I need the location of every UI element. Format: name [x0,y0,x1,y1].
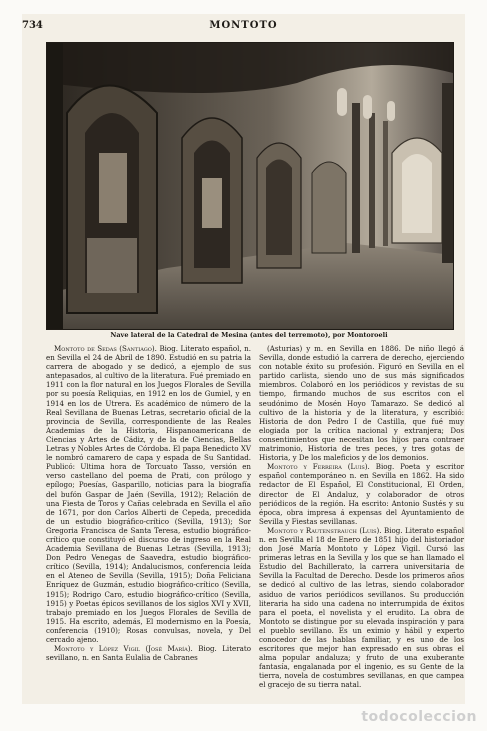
entry-montoto-de-sedas [46,344,251,644]
entry-body: Biog. Poeta y escritor español contemporáneo n. en Sevilla en 1862. Ha sido redactor de El Español, El Constitucional, El Orden, director de El Andaluz, y colaborador de otros periódicos de la región. Ha escrito: Antonio Sustés y su época, obra impresa á expensas del Ayuntamiento de Sevilla y Fiestas sevillanas. [259,462,465,526]
figure-caption: Nave lateral de la Catedral de Mesina (antes del terremoto), por Montoroeli [110,331,388,339]
entry-montoto-rautenstrauch [259,526,464,690]
entry-montoto-ferreira [259,462,464,526]
cathedral-nave-photo [46,42,454,330]
entry-heading: Montoto y López Vigil (José María). [54,644,193,654]
entry-montoto-lopez-vigil [46,644,251,662]
running-head: MONTOTO [209,20,278,31]
entry-heading: Montoto y Ferreira (Luis). [267,462,370,472]
entry-body: Biog. Literato sevillano, n. en Santa Eulalia de Cabranes [46,644,251,663]
watermark: todocoleccion [361,709,477,725]
entry-continuation: (Asturias) y m. en Sevilla en 1886. De niño llegó á Sevilla, donde estudió la carrera de derecho, ejerciendo con notable éxito su profesión. Figuró en Sevilla en el partido carlista, siendo uno de sus más significados miembros. Colaboró en los periódicos y revistas de su tiempo, firmando muchos de sus escritos con el seudónimo de Mosén Hoyo Tamarazo. Se dedicó al cultivo de la historia y de la literatura, y escribió: Historia de don Pedro I de Castilla, que fué muy elogiada por la crítica nacional y extranjera; Dos consentimientos que necesitan los hijos para contraer matrimonio, Historia de tres peces, y tres gotas de Historia, y De los maleficios y de los demonios. [259,344,464,463]
entry-body: Biog. Literato español, n. en Sevilla el 24 de Abril de 1890. Estudió en su patria la carrera de abogado y se dedicó, a ejemplo de sus antepasados, al cultivo de la literatura. Fué premiado en 1911 con la flor natural en los Juegos Florales de Sevilla por su poesía Reliquias, en 1912 en los de Gumiel, y en 1914 en los de Utrera. Es académico de número de la Real Sevillana de Buenas Letras, secretario oficial de la provincia de Sevilla, correspondiente de las Reales Academias de la Historia, Hispanoamericana de Ciencias y Artes de Cádiz, y de la de Ciencias, Bellas Letras y Nobles Artes de Córdoba. El papa Benedicto XV le nombró camarero de capa y espada de Su Santidad. Publicó: Ultima hora de Torcuato Tasso, versión en verso castellano del poema de Prati, con prólogo y epílogo; Poesías, Gasparillo, noticias para la biografía del bufón Gaspar de Jaén (Sevilla, 1912); Relación de una Fiesta de Toros y Cañas celebrada en Sevilla el año de 1671, por don Carlos Alberti de Cepeda, precedida de un estudio biográfico-crítico (Sevilla, 1913); Sor Gregoria Francisca de Santa Teresa, estudio biográfico-crítico que constituyó el discurso de ingreso en la Real Academia Sevillana de Buenas Letras (Sevilla, 1913); Don Pedro Venegas de Saavedra, estudio biográfico-crítico (Sevilla, 1914); Andalucismos, conferencia leída en el Ateneo de Sevilla (Sevilla, 1915); Doña Feliciana Enríquez de Guzmán, estudio biográfico-crítico (Sevilla, 1915); Rodrigo Caro, estudio biográfico-crítico (Sevilla, 1915) y Poetas épicos sevillanos de los siglos XVI y XVII, trabajo premiado en los Juegos Florales de Sevilla de 1915. Ha escrito, además, El modernismo en la Poesía, conferencia (1910); Rosas convulsas, novela, y Del cercado ajeno. [46,344,252,644]
text-column-right [259,344,464,690]
page-header [22,18,465,34]
book-page [22,14,465,704]
entry-heading: Montoto de Sedas (Santiago). [54,344,157,353]
text-column-left [46,344,251,662]
page-number: 734 [22,20,43,31]
entry-heading: Montoto y Rautenstrauch (Luis). [267,525,382,535]
entry-body: Biog. Literato español n. en Sevilla el 18 de Enero de 1851 hijo del historiador don José María Montoto y López Vigil. Cursó las primeras letras en la Sevilla y los que se han llamado el Estudio del Bachillerato, la carrera universitaria de Sevilla la Facultad de Derecho. Desde los primeros años se dedicó al cultivo de las letras, siendo colaborador asiduo de varios periódicos sevillanos. Su producción literaria ha sido una cadena no interrumpida de éxitos para el poeta, el novelista y el erudito. La obra de Montoto se distingue por su elevada inspiración y para el pueblo sevillano. Es un eximio y hábil y experto conocedor de las hablas familiar, y es uno de los escritores que mejor han expresado en sus obras el alma popular andaluza; y fruto de una exuberante fantasía, engalanada por el ingenio, es su Gente de la tierra, novela de costumbres sevillanas, en que campea el gracejo de su tierra natal. [259,525,464,690]
